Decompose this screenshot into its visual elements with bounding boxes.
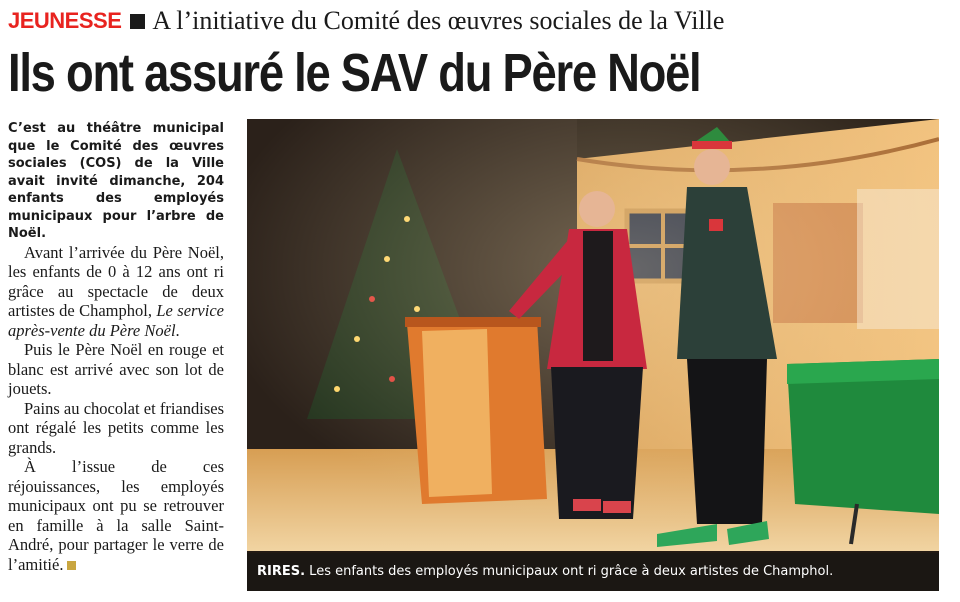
photo-caption (247, 553, 939, 591)
paragraph-1-text: Avant l’arrivée du Père Noël, les enfants de 0 à 12 ans ont ri grâce au spectacle de deux artistes de Champhol, (8, 242, 224, 320)
caption-label: RIRES. (257, 564, 306, 579)
article-paragraph-4 (8, 457, 224, 574)
article-photo (247, 119, 939, 591)
paragraph-4-text: À l’issue de ces réjouissances, les employés municipaux ont pu se retrouver en famille à la salle Saint-André, pour partager le verre de l’amitié. (8, 457, 224, 574)
caption-text: Les enfants des employés municipaux ont ri grâce à deux artistes de Champhol. (305, 564, 834, 579)
end-of-article-icon (67, 561, 76, 570)
section-kicker (8, 6, 724, 36)
show-title: Le service après-vente du Père Noël (8, 301, 224, 340)
kicker-text: A l’initiative du Comité des œuvres sociales de la Ville (152, 6, 725, 35)
article-paragraph-3: Pains au chocolat et friandises ont régalé les petits comme les grands. (8, 398, 224, 457)
article-paragraph-2: Puis le Père Noël en rouge et blanc est arrivé avec son lot de jouets. (8, 340, 224, 398)
stage-scene-illustration (247, 119, 939, 591)
article-lead: C’est au théâtre municipal que le Comité des œuvres sociales (COS) de la Ville avait invité dimanche, 204 enfants des employés municipaux pour l’arbre de Noël. (8, 121, 224, 241)
article-body (8, 120, 224, 574)
article-paragraph-1 (8, 243, 224, 341)
paragraph-1-end: . (175, 320, 180, 340)
section-tag: JEUNESSE (8, 8, 122, 33)
headline: Ils ont assuré le SAV du Père Noël (8, 43, 701, 103)
square-bullet-icon (130, 14, 145, 29)
